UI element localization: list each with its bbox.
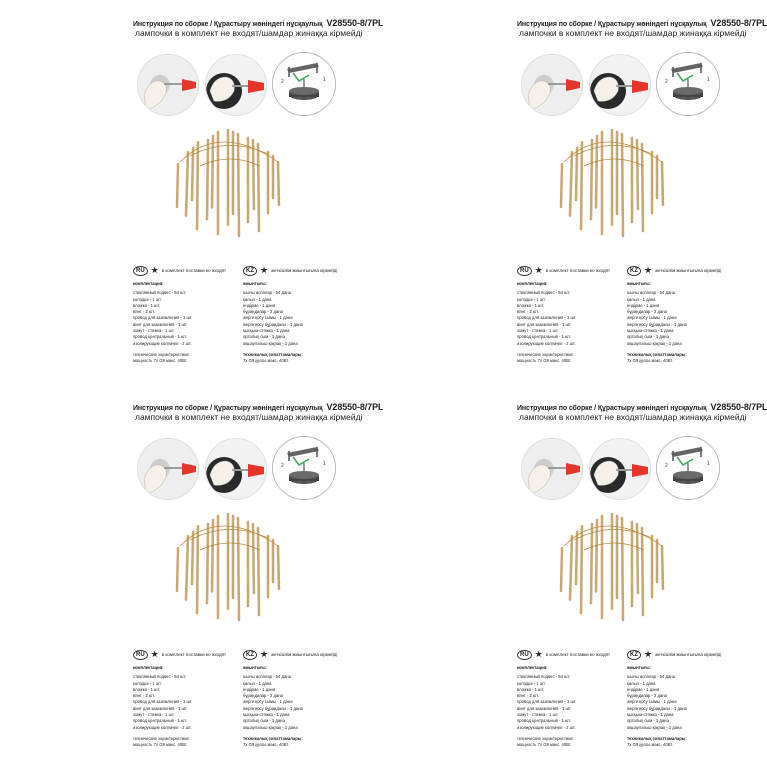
list-item: жерге қосу бұрандасы - 1 дана xyxy=(243,705,303,711)
ru-tech-label: технические характеристики: xyxy=(517,735,574,741)
list-item: жерге қосу сымы - 1 дана xyxy=(627,315,677,321)
list-item: ендірме - 1 дана xyxy=(243,302,276,308)
svg-text:1: 1 xyxy=(323,461,326,467)
list-item: қысқыш-стяжка - 1 дана xyxy=(243,712,290,718)
sheet-title xyxy=(133,18,383,28)
list-item: шыны аспалар - 54 дана xyxy=(627,290,675,296)
chandelier-illustration xyxy=(160,506,300,631)
list-item: қалып - 1 дана xyxy=(627,680,656,686)
list-item: орталық сым - 1 дана xyxy=(627,334,669,340)
list-item: хомут - стяжка - 1 шт. xyxy=(133,712,175,718)
list-item: жерге қосу бұрандасы - 1 дана xyxy=(243,321,303,327)
svg-text:2: 2 xyxy=(665,463,668,469)
ru-tech-label: технические характеристики: xyxy=(133,351,190,357)
kz-heading: жиынтығы: xyxy=(243,281,267,286)
ru-note: в комплект поставки не входят xyxy=(545,652,611,657)
kz-tech-value: 7х G9 қуаты макс. 40Вт. xyxy=(627,358,673,364)
list-item: бұрандалар - 2 дана xyxy=(243,693,283,699)
svg-text:1: 1 xyxy=(323,77,326,83)
list-item: изолирующие колпачки - 2 шт. xyxy=(133,340,192,346)
list-item: винт - 2 шт. xyxy=(133,693,155,699)
star-icon: ★ xyxy=(150,649,159,659)
list-item: винт для заземления - 1 шт. xyxy=(517,705,572,711)
model-number: V28550-8/7PL xyxy=(326,18,383,28)
list-item: қысқыш-стяжка - 1 дана xyxy=(243,328,290,334)
list-item: вложка - 1 шт. xyxy=(517,302,545,308)
svg-text:1: 1 xyxy=(707,77,710,83)
list-item: орталық сым - 1 дана xyxy=(627,718,669,724)
hand-holding-screwdriver-icon xyxy=(521,54,583,116)
ru-tech-value: мощность 7х G9 макс. 40Вт. xyxy=(517,742,572,748)
list-item: стеклянный подвес - 54 шт. xyxy=(133,290,187,296)
list-item: оқшаулағыш қақпақ - 2 дана xyxy=(627,724,682,730)
ru-heading: комплектация: xyxy=(517,281,548,286)
list-item: оқшаулағыш қақпақ - 2 дана xyxy=(627,340,682,346)
kz-note: жеткізілім жиынтығына кірмейді xyxy=(655,652,722,657)
list-item: шыны аспалар - 54 дана xyxy=(627,674,675,680)
star-icon: ★ xyxy=(150,265,159,275)
instruction-sheet xyxy=(0,384,383,767)
list-item: провод центральный - 1 шт. xyxy=(133,718,187,724)
list-item: провод для заземления - 1 шт. xyxy=(133,699,193,705)
ru-note-row xyxy=(517,649,610,660)
ceiling-mount-bracket-icon xyxy=(272,52,336,116)
ru-specs xyxy=(517,281,576,365)
list-item: хомут - стяжка - 1 шт. xyxy=(517,712,559,718)
list-item: қалып - 1 дана xyxy=(243,680,272,686)
list-item: қысқыш-стяжка - 1 дана xyxy=(627,712,674,718)
ru-flag: RU xyxy=(133,650,148,660)
ru-tech-value: мощность 7х G9 макс. 40Вт. xyxy=(517,358,572,364)
kz-heading: жиынтығы: xyxy=(627,665,651,670)
list-item: шыны аспалар - 54 дана xyxy=(243,674,291,680)
list-item: винт для заземления - 1 шт. xyxy=(133,321,188,327)
list-item: изолирующие колпачки - 2 шт. xyxy=(517,724,576,730)
sheet-title xyxy=(517,402,767,412)
list-item: винт - 2 шт. xyxy=(517,309,539,315)
kz-heading: жиынтығы: xyxy=(627,281,651,286)
list-item: жерге қосу сымы - 1 дана xyxy=(243,699,293,705)
star-icon: ★ xyxy=(644,265,653,275)
kz-heading: жиынтығы: xyxy=(243,665,267,670)
kz-tech-label: техникалық сипаттамалары: xyxy=(243,735,303,741)
star-icon: ★ xyxy=(534,265,543,275)
kz-tech-value: 7х G9 қуаты макс. 40Вт. xyxy=(627,742,673,748)
kz-specs xyxy=(243,665,303,749)
list-item: колодка - 1 шт. xyxy=(133,680,162,686)
list-item: қалып - 1 дана xyxy=(243,296,272,302)
instruction-sheet xyxy=(384,384,767,767)
ru-heading: комплектация: xyxy=(133,281,164,286)
ru-note-row xyxy=(133,265,226,276)
star-icon: ★ xyxy=(534,649,543,659)
list-item: провод для заземления - 1 шт. xyxy=(133,315,193,321)
kz-tech-value: 7х G9 қуаты макс. 40Вт. xyxy=(243,358,289,364)
ru-flag: RU xyxy=(517,650,532,660)
svg-text:2: 2 xyxy=(665,79,668,85)
instruction-sheet xyxy=(384,0,767,383)
ru-specs xyxy=(517,665,576,749)
list-item: жерге қосу сымы - 1 дана xyxy=(243,315,293,321)
kz-note-row xyxy=(627,649,721,660)
kz-flag: KZ xyxy=(243,266,257,276)
list-item: жерге қосу бұрандасы - 1 дана xyxy=(627,321,687,327)
kz-note-row xyxy=(627,265,721,276)
kz-tech-label: техникалық сипаттамалары: xyxy=(627,351,687,357)
ru-tech-label: технические характеристики: xyxy=(133,735,190,741)
list-item: колодка - 1 шт. xyxy=(517,296,546,302)
list-item: провод центральный - 1 шт. xyxy=(517,718,571,724)
sheet-subtitle: лампочки в комплект не входят/шамдар жинаққа кірмейді xyxy=(135,28,363,38)
ceiling-mount-bracket-icon xyxy=(272,436,336,500)
ru-tech-label: технические характеристики: xyxy=(517,351,574,357)
sheet-title xyxy=(517,18,767,28)
sheet-panel-top-left xyxy=(0,0,383,383)
list-item: орталық сым - 1 дана xyxy=(243,718,285,724)
model-number: V28550-8/7PL xyxy=(710,402,767,412)
title-text: Инструкция по сборке / Құрастыру жөніндегі нұсқаулық xyxy=(133,21,323,28)
list-item: қалып - 1 дана xyxy=(627,296,656,302)
list-item: хомут - стяжка - 1 шт. xyxy=(517,328,559,334)
kz-tech-label: техникалық сипаттамалары: xyxy=(243,351,303,357)
sheet-title xyxy=(133,402,383,412)
hand-with-screwdriver-icon xyxy=(589,54,651,116)
instruction-sheet xyxy=(0,0,383,383)
ru-heading: комплектация: xyxy=(133,665,164,670)
ceiling-mount-bracket-icon xyxy=(656,52,720,116)
hand-holding-screwdriver-icon xyxy=(521,438,583,500)
list-item: жерге қосу бұрандасы - 1 дана xyxy=(627,705,687,711)
svg-text:1: 1 xyxy=(707,461,710,467)
kz-note: жеткізілім жиынтығына кірмейді xyxy=(271,652,338,657)
list-item: колодка - 1 шт. xyxy=(517,680,546,686)
model-number: V28550-8/7PL xyxy=(710,18,767,28)
kz-specs xyxy=(243,281,303,365)
ru-note-row xyxy=(517,265,610,276)
list-item: изолирующие колпачки - 2 шт. xyxy=(133,724,192,730)
chandelier-illustration xyxy=(544,506,684,631)
list-item: ендірме - 1 дана xyxy=(627,686,660,692)
svg-text:2: 2 xyxy=(281,79,284,85)
title-text: Инструкция по сборке / Құрастыру жөніндегі нұсқаулық xyxy=(517,405,707,412)
list-item: вложка - 1 шт. xyxy=(517,686,545,692)
list-item: провод центральный - 1 шт. xyxy=(517,334,571,340)
kz-flag: KZ xyxy=(627,266,641,276)
list-item: жерге қосу сымы - 1 дана xyxy=(627,699,677,705)
hand-holding-screwdriver-icon xyxy=(137,54,199,116)
list-item: орталық сым - 1 дана xyxy=(243,334,285,340)
hand-with-screwdriver-icon xyxy=(589,438,651,500)
list-item: бұрандалар - 2 дана xyxy=(627,693,667,699)
list-item: ендірме - 1 дана xyxy=(243,686,276,692)
list-item: қысқыш-стяжка - 1 дана xyxy=(627,328,674,334)
sheet-subtitle: лампочки в комплект не входят/шамдар жинаққа кірмейді xyxy=(519,412,747,422)
title-text: Инструкция по сборке / Құрастыру жөніндегі нұсқаулық xyxy=(133,405,323,412)
list-item: стеклянный подвес - 54 шт. xyxy=(517,674,571,680)
sheet-subtitle: лампочки в комплект не входят/шамдар жинаққа кірмейді xyxy=(135,412,363,422)
list-item: изолирующие колпачки - 2 шт. xyxy=(517,340,576,346)
hand-holding-screwdriver-icon xyxy=(137,438,199,500)
kz-flag: KZ xyxy=(243,650,257,660)
ru-note: в комплект поставки не входят xyxy=(161,652,227,657)
star-icon: ★ xyxy=(260,265,269,275)
hand-with-screwdriver-icon xyxy=(205,54,267,116)
list-item: стеклянный подвес - 54 шт. xyxy=(517,290,571,296)
kz-note: жеткізілім жиынтығына кірмейді xyxy=(655,268,722,273)
kz-tech-value: 7х G9 қуаты макс. 40Вт. xyxy=(243,742,289,748)
ru-specs xyxy=(133,665,192,749)
list-item: винт - 2 шт. xyxy=(133,309,155,315)
list-item: колодка - 1 шт. xyxy=(133,296,162,302)
kz-specs xyxy=(627,281,687,365)
list-item: стеклянный подвес - 54 шт. xyxy=(133,674,187,680)
list-item: оқшаулағыш қақпақ - 2 дана xyxy=(243,340,298,346)
kz-tech-label: техникалық сипаттамалары: xyxy=(627,735,687,741)
list-item: оқшаулағыш қақпақ - 2 дана xyxy=(243,724,298,730)
model-number: V28550-8/7PL xyxy=(326,402,383,412)
kz-note: жеткізілім жиынтығына кірмейді xyxy=(271,268,338,273)
sheet-panel-bottom-right xyxy=(384,384,767,767)
svg-text:2: 2 xyxy=(281,463,284,469)
list-item: провод для заземления - 1 шт. xyxy=(517,315,577,321)
ru-specs xyxy=(133,281,192,365)
list-item: винт для заземления - 1 шт. xyxy=(133,705,188,711)
ru-tech-value: мощность 7х G9 макс. 40Вт. xyxy=(133,358,188,364)
star-icon: ★ xyxy=(644,649,653,659)
list-item: шыны аспалар - 54 дана xyxy=(243,290,291,296)
ru-note: в комплект поставки не входят xyxy=(161,268,227,273)
list-item: хомут - стяжка - 1 шт. xyxy=(133,328,175,334)
list-item: провод центральный - 1 шт. xyxy=(133,334,187,340)
ru-flag: RU xyxy=(517,266,532,276)
sheet-subtitle: лампочки в комплект не входят/шамдар жинаққа кірмейді xyxy=(519,28,747,38)
list-item: винт для заземления - 1 шт. xyxy=(517,321,572,327)
kz-note-row xyxy=(243,649,337,660)
list-item: ендірме - 1 дана xyxy=(627,302,660,308)
list-item: бұрандалар - 2 дана xyxy=(627,309,667,315)
ru-flag: RU xyxy=(133,266,148,276)
chandelier-illustration xyxy=(160,122,300,247)
ru-note-row xyxy=(133,649,226,660)
list-item: винт - 2 шт. xyxy=(517,693,539,699)
ru-tech-value: мощность 7х G9 макс. 40Вт. xyxy=(133,742,188,748)
kz-specs xyxy=(627,665,687,749)
list-item: бұрандалар - 2 дана xyxy=(243,309,283,315)
title-text: Инструкция по сборке / Құрастыру жөніндегі нұсқаулық xyxy=(517,21,707,28)
ceiling-mount-bracket-icon xyxy=(656,436,720,500)
kz-note-row xyxy=(243,265,337,276)
list-item: вложка - 1 шт. xyxy=(133,686,161,692)
ru-note: в комплект поставки не входят xyxy=(545,268,611,273)
kz-flag: KZ xyxy=(627,650,641,660)
star-icon: ★ xyxy=(260,649,269,659)
list-item: провод для заземления - 1 шт. xyxy=(517,699,577,705)
sheet-panel-bottom-left xyxy=(0,384,383,767)
ru-heading: комплектация: xyxy=(517,665,548,670)
hand-with-screwdriver-icon xyxy=(205,438,267,500)
chandelier-illustration xyxy=(544,122,684,247)
sheet-panel-top-right xyxy=(384,0,767,383)
list-item: вложка - 1 шт. xyxy=(133,302,161,308)
